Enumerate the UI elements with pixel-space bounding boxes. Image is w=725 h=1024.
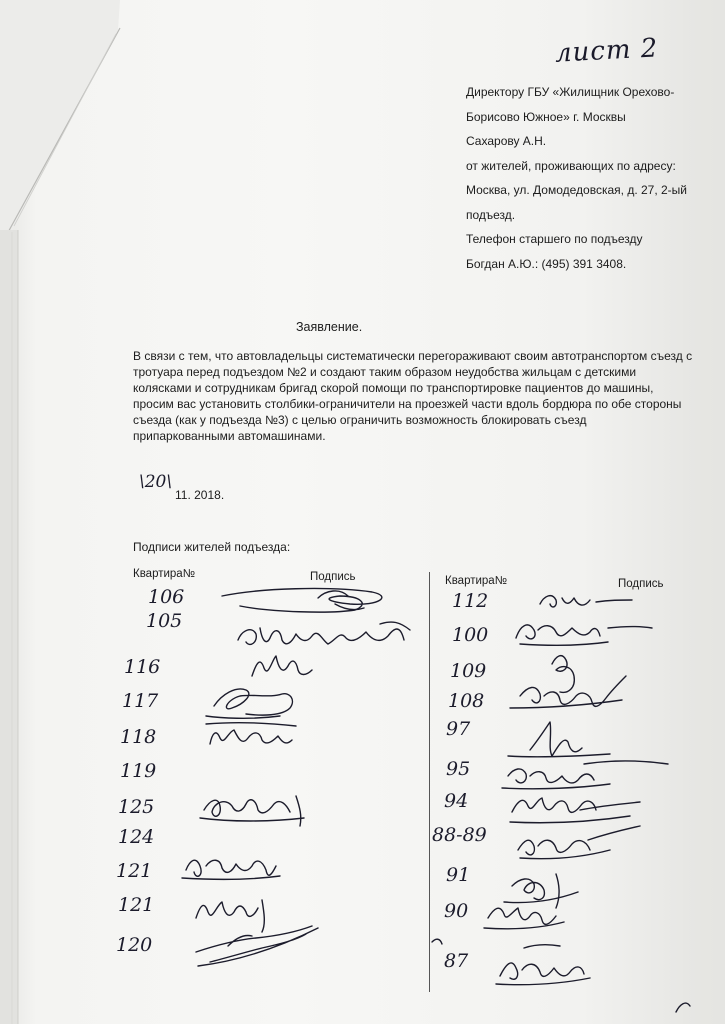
left-apartment-number: 117 <box>122 690 159 712</box>
document-title: Заявление. <box>296 320 363 334</box>
signature-mark <box>552 656 574 693</box>
left-apartment-number: 120 <box>116 934 153 956</box>
left-apartment-number: 105 <box>146 610 183 632</box>
right-apartment-number: 87 <box>444 950 469 972</box>
left-apartment-number: 125 <box>118 796 155 818</box>
signature-mark <box>252 656 312 676</box>
right-apartment-number: 90 <box>444 900 469 922</box>
date-day-handwritten: \20\ <box>139 472 173 492</box>
right-apartment-number: 95 <box>446 758 471 780</box>
addressee-line: от жителей, проживающих по адресу: <box>466 158 676 173</box>
body-line: припаркованными автомашинами. <box>133 429 326 443</box>
signature-mark <box>518 826 640 859</box>
signature-mark <box>222 589 382 613</box>
left-apartment-number: 124 <box>118 826 155 848</box>
handwritten-sheet-label: лист 2 <box>554 33 660 69</box>
left-apartment-number: 119 <box>120 760 157 782</box>
right-apartment-number: 100 <box>452 624 489 646</box>
signature-mark <box>540 596 632 607</box>
body-line: колясками и сотрудникам бригад скорой помощи по транспортировке пациентов до машины, <box>133 381 654 395</box>
addressee-line: Богдан А.Ю.: (495) 391 3408. <box>466 256 627 271</box>
right-apartment-number: 112 <box>452 590 489 612</box>
signature-mark <box>206 723 296 744</box>
signature-mark <box>200 796 304 826</box>
signatures-heading: Подписи жителей подъезда: <box>133 540 291 554</box>
signature-mark <box>508 722 610 757</box>
signature-mark <box>484 908 564 929</box>
right-apartment-header: Квартира№ <box>445 575 508 587</box>
right-signature-header: Подпись <box>618 578 664 590</box>
right-apartment-number: 91 <box>446 864 471 886</box>
addressee-line: Борисово Южное» г. Москвы <box>466 109 626 124</box>
body-line: съезда (как у подъезда №3) с целью ограничить возможность блокировать съезд <box>133 413 587 427</box>
signature-mark <box>196 900 264 932</box>
date-month-year: 11. 2018. <box>175 488 225 502</box>
signature-mark <box>238 622 410 644</box>
signature-mark <box>510 798 640 823</box>
signature-mark <box>502 761 668 789</box>
left-apartment-header: Квартира№ <box>133 568 196 580</box>
addressee-line: Москва, ул. Домодедовская, д. 27, 2-ый <box>466 183 688 197</box>
right-apartment-number: 108 <box>448 690 485 712</box>
body-line: В связи с тем, что автовладельцы систематически перегораживают своим автотранспортом съезд с <box>133 349 693 363</box>
signature-mark <box>496 945 590 985</box>
signature-mark <box>196 926 318 966</box>
left-apartment-number: 121 <box>116 860 153 882</box>
right-apartment-number: 94 <box>444 790 469 812</box>
signature-mark <box>504 874 578 908</box>
body-line: тротуара перед подъездом №2 и создают таким образом неудобства жильцам с детскими <box>133 365 637 379</box>
left-signature-header: Подпись <box>310 571 356 583</box>
right-apartment-number: 97 <box>446 718 471 740</box>
addressee-line: Директору ГБУ «Жилищник Орехово- <box>466 85 675 99</box>
signature-mark <box>182 860 280 879</box>
signature-mark <box>516 625 652 645</box>
body-line: просим вас установить столбики-ограничители на проезжей части вдоль бордюра по обе стороны <box>133 397 682 411</box>
left-apartment-number: 118 <box>120 726 157 748</box>
addressee-line: подъезд. <box>466 207 516 222</box>
left-apartment-number: 106 <box>148 586 185 608</box>
right-apartment-number: 88-89 <box>432 824 487 846</box>
left-apartment-number: 116 <box>124 656 161 678</box>
signature-mark <box>206 689 292 718</box>
addressee-line: Телефон старшего по подъезду <box>466 232 643 246</box>
addressee-line: Сахарову А.Н. <box>466 134 547 148</box>
left-apartment-number: 121 <box>118 894 155 916</box>
right-apartment-number: 109 <box>450 660 487 682</box>
